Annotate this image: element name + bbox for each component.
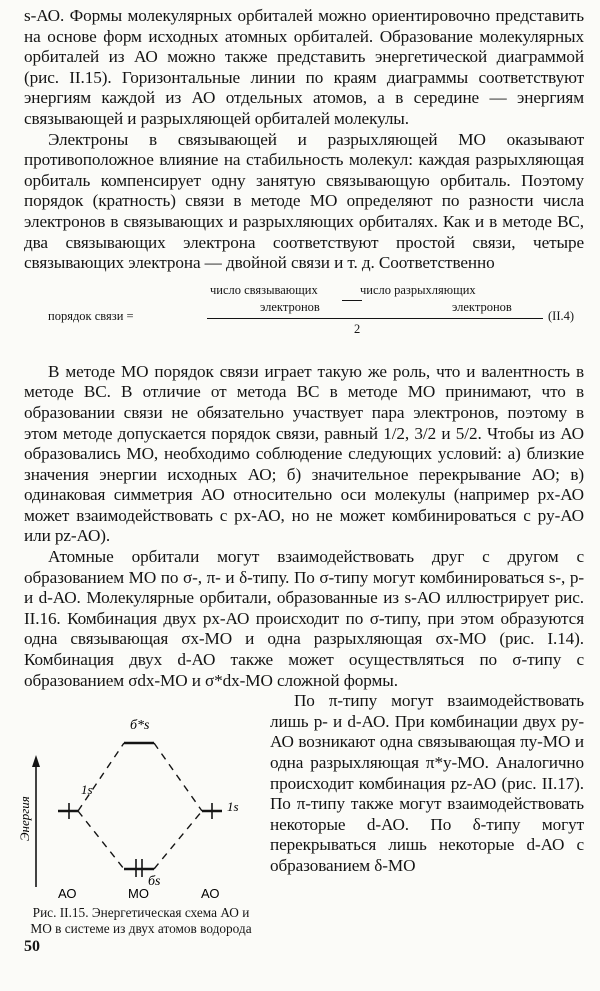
bond-order-formula bbox=[24, 282, 584, 354]
left-ao-label: 1s bbox=[81, 782, 93, 798]
formula-numerator-left-line1: число связывающих bbox=[210, 282, 318, 297]
formula-numerator-right-line2: электронов bbox=[452, 299, 512, 314]
paragraph-3: В методе МО порядок связи играет такую же роль, что и валентность в методе ВС. В отличие от метода ВС в методе МО принимают, что в образовании связи не обязательно участвует пара электронов, поэтому в этом методе допускается порядок связи, равный 1/2, 3/2 и 5/2. Чтобы из АО образовались МО, необходимо соблюдение следующих условий: а) близкие значения энергии исходных АО; б) значительное перекрывание АО; в) одинаковая симметрия АО относительно оси молекулы (например px-АО может взаимодействовать с px-АО, но не может комбинироваться с py-АО или pz-АО). bbox=[24, 361, 584, 546]
energy-diagram bbox=[17, 691, 260, 903]
formula-lhs: порядок связи = bbox=[48, 308, 134, 323]
connector-left-lower bbox=[78, 811, 124, 869]
equation-number: (II.4) bbox=[548, 308, 575, 323]
formula-numerator-right-line1: число разрыхляющих bbox=[360, 282, 476, 297]
connector-right-upper bbox=[154, 743, 202, 811]
formula-numerator-left-line2: электронов bbox=[260, 299, 320, 314]
paragraph-4: Атомные орбитали могут взаимодействовать друг с другом с образованием МО по σ-, π- и δ-типу. По σ-типу могут комбинироваться s-, p-и d-АО. Молекулярные орбитали, образованные из s-АО иллюстрирует рис. II.16. Комбинация двух px-АО происходит по σ-типу, при этом образуются одна связывающая σx-МО и одна разрыхляющая σx-МО (рис. I.14). Комбинация двух d-АО также может осуществляться по σ-типу с образованием σdx-МО и σ*dx-МО сложной формы. bbox=[24, 547, 584, 690]
connector-left-upper bbox=[78, 743, 124, 811]
right-ao-label: 1s bbox=[227, 799, 239, 815]
antibonding-label: б*s bbox=[130, 718, 150, 734]
page-number: 50 bbox=[24, 938, 40, 955]
formula-minus-sign bbox=[342, 300, 362, 301]
energy-diagram-figure bbox=[17, 691, 260, 991]
paragraph-5: По π-типу могут взаимодействовать лишь p- и d-АО. При комбинации двух py-АО возникают одна связывающая πy-МО и одна разрыхляющая π*y-МО. Аналогично происходит комбинация pz-АО (рис. II.17). По π-типу также могут взаимодействовать некоторые d-АО. По δ-типу могут перекрываться лишь некоторые d-АО с образованием δ-МО bbox=[270, 691, 584, 875]
bottom-label-middle: МО bbox=[128, 886, 149, 902]
axis-label: Энергия bbox=[17, 796, 32, 842]
axis-arrow-icon bbox=[32, 755, 40, 767]
figure-and-text bbox=[17, 691, 584, 991]
paragraph-2: Электроны в связывающей и разрыхляющей МО оказывают противоположное влияние на стабильность молекул: каждая разрыхляющая орбиталь компенсирует одну занятую связывающую орбиталь. Поэтому порядок (кратность) связи в методе МО определяют по разности числа электронов в связывающих и разрыхляющих орбиталях. Как и в методе ВС, два связывающих электрона соответствуют простой связи, четыре связывающих электрона — двойной связи и т. д. Соответственно bbox=[24, 129, 584, 273]
bonding-label: бs bbox=[148, 874, 161, 890]
right-column bbox=[270, 691, 584, 876]
figure-caption: Рис. II.15. Энергетическая схема АО и МО в системе из двух атомов водорода bbox=[30, 905, 252, 936]
bottom-label-right: АО bbox=[201, 886, 220, 902]
bottom-label-left: АО bbox=[58, 886, 77, 902]
formula-fraction-bar bbox=[207, 318, 543, 319]
connector-right-lower bbox=[154, 811, 202, 869]
page-body bbox=[17, 6, 584, 991]
formula-denominator: 2 bbox=[354, 321, 361, 336]
paragraph-1: s-АО. Формы молекулярных орбиталей можно ориентировочно представить на основе форм исходных атомных орбиталей. Образование молекулярных орбиталей из АО можно также представить энергетической диаграммой (рис. II.15). Горизонтальные линии по краям диаграммы соответствуют энергиям каждой из АО отдельных атомов, а в середине — энергиям связывающей и разрыхляющей орбиталей молекулы. bbox=[24, 6, 584, 128]
